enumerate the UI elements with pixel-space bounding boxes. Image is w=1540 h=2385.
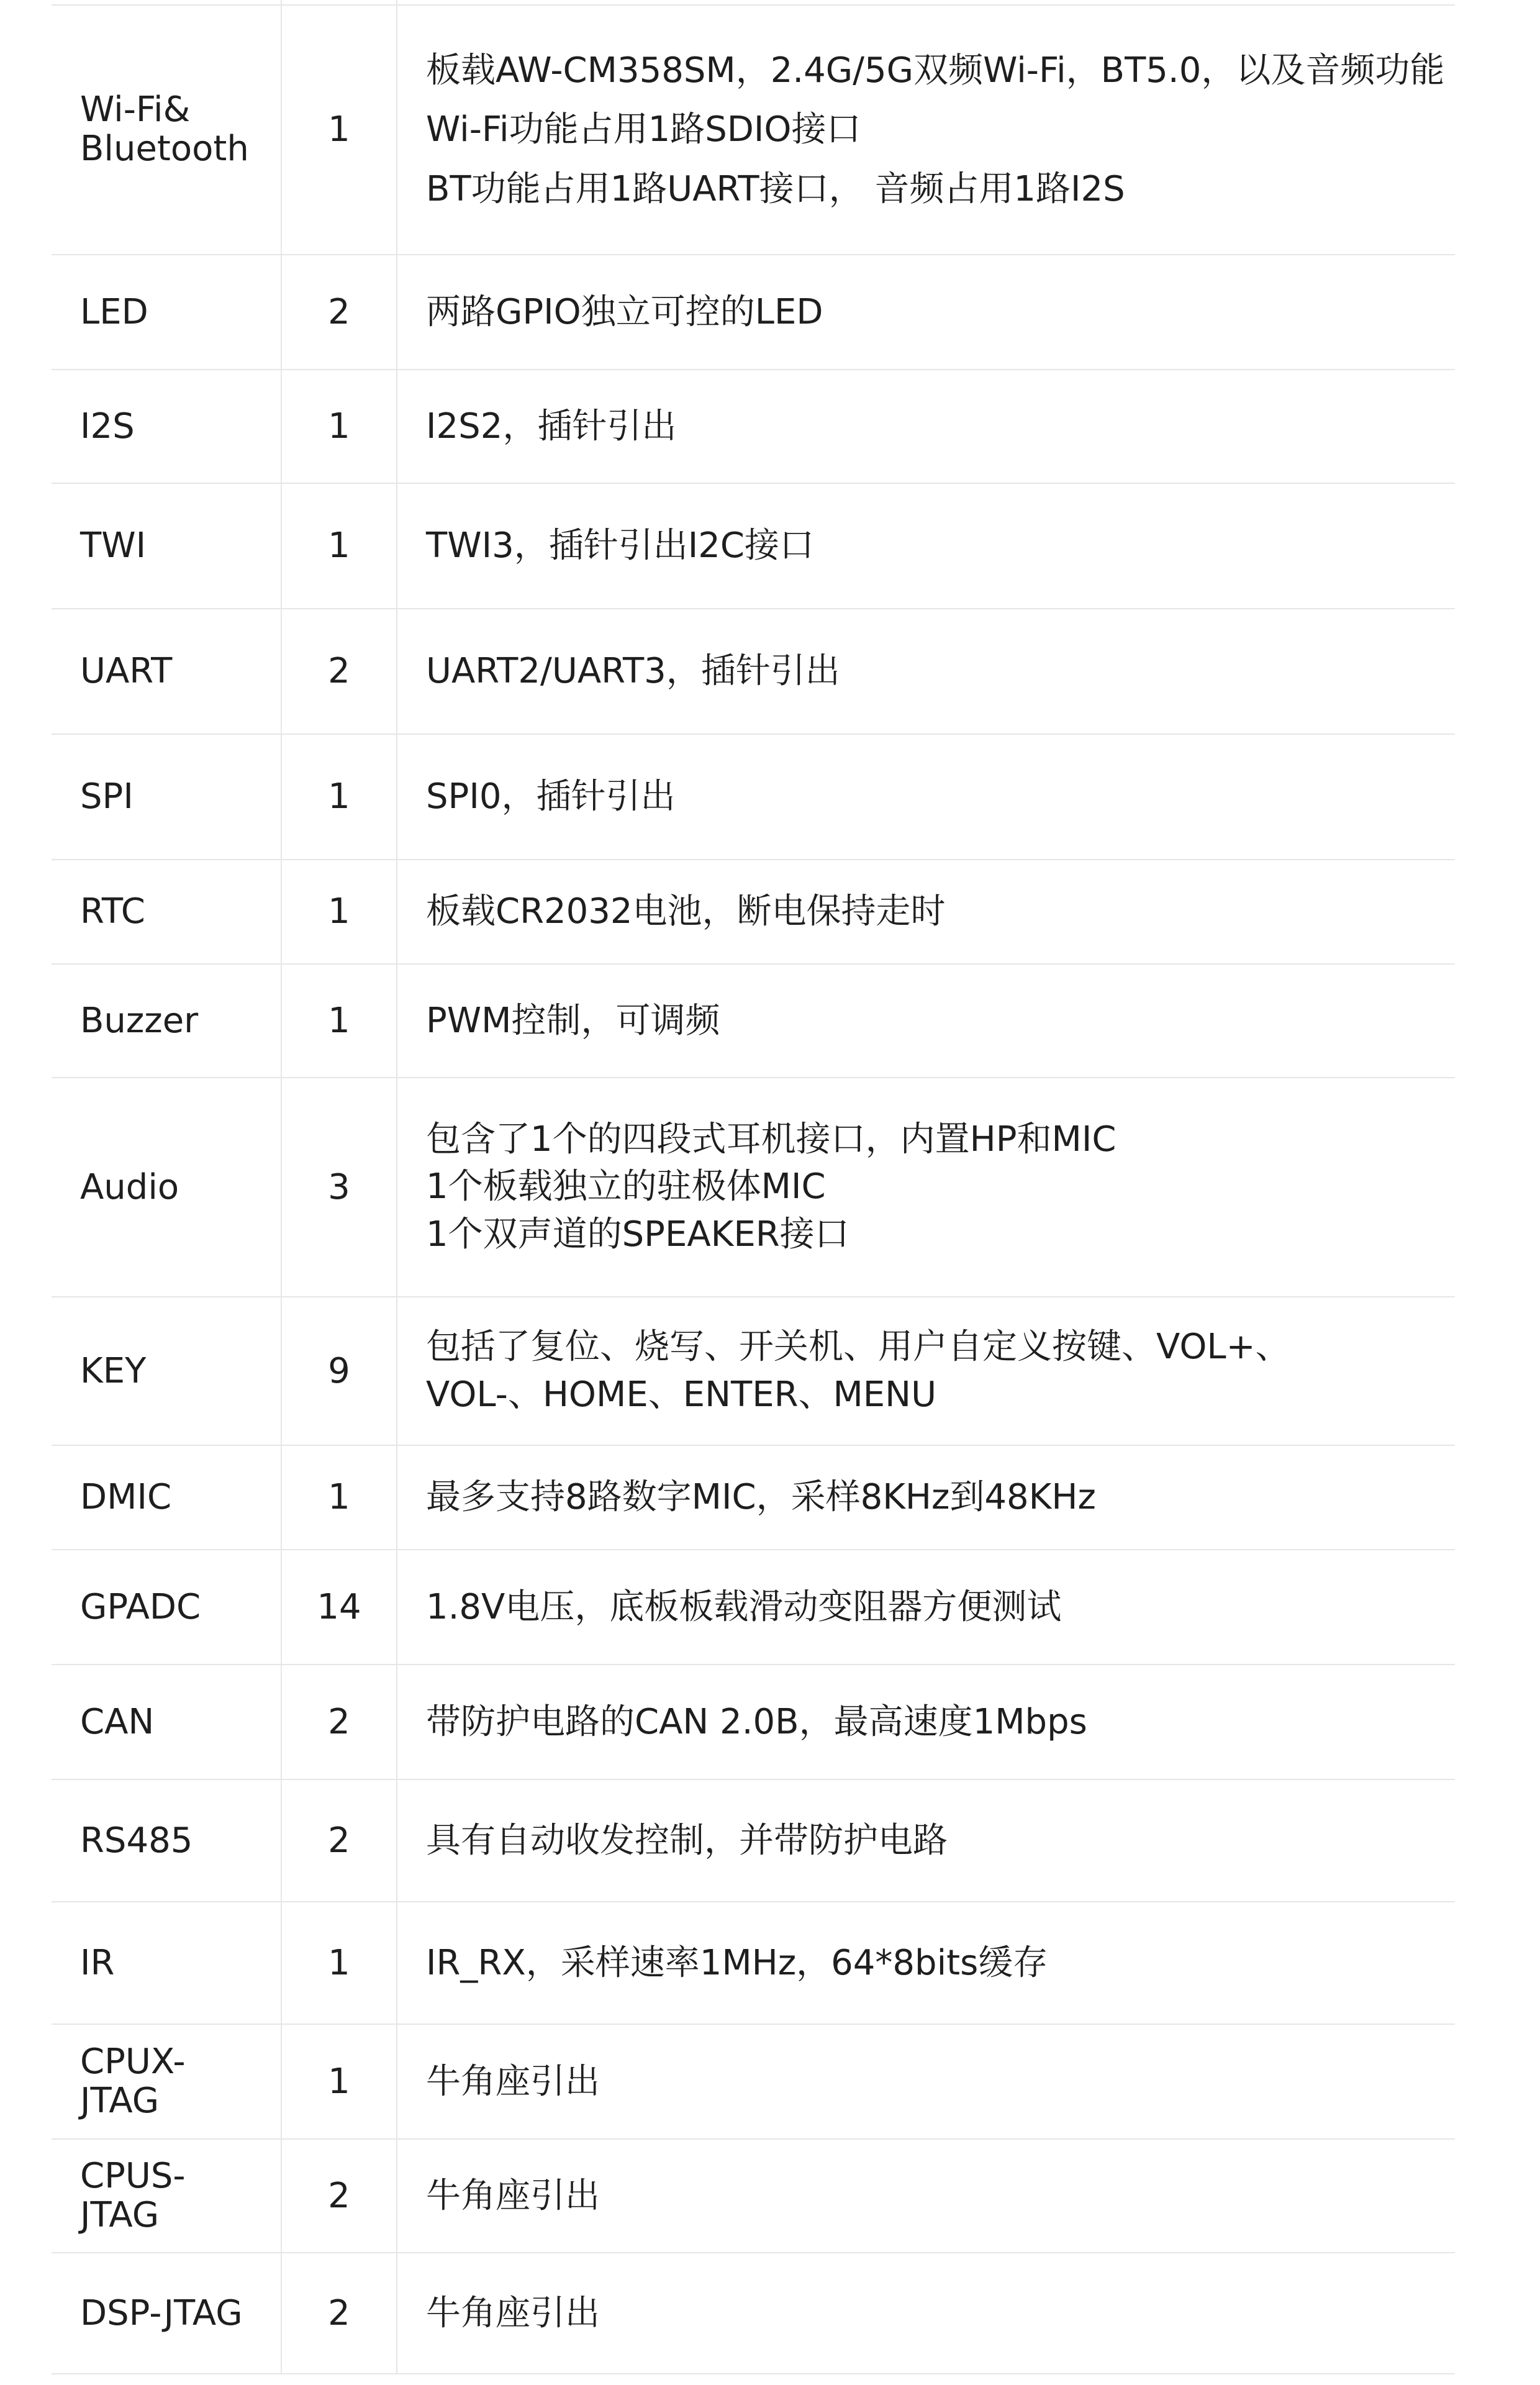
table-row xyxy=(52,5,1455,255)
description-line: PWM控制，可调频 xyxy=(426,1000,720,1041)
description-line: 牛角座引出 xyxy=(426,2175,600,2216)
interface-name-cell xyxy=(52,370,281,483)
interface-name: IR xyxy=(80,1942,115,1983)
quantity-cell xyxy=(281,370,397,483)
table-row xyxy=(52,2139,1455,2253)
quantity-cell xyxy=(281,1445,397,1550)
quantity-cell xyxy=(281,1297,397,1445)
quantity-cell xyxy=(281,860,397,964)
interface-name: LED xyxy=(80,291,148,332)
interface-name-cell xyxy=(52,860,281,964)
quantity-value: 9 xyxy=(328,1350,350,1391)
interface-name-cell xyxy=(52,1550,281,1665)
description-line: 两路GPIO独立可控的LED xyxy=(426,291,823,332)
description-line: 板载AW-CM358SM，2.4G/5G双频Wi-Fi，BT5.0，以及音频功能 xyxy=(426,50,1445,91)
interface-name-cell xyxy=(52,255,281,370)
interface-name: I2S xyxy=(80,406,135,447)
description-line: 牛角座引出 xyxy=(426,2292,600,2333)
quantity-cell xyxy=(281,255,397,370)
interface-name: Wi-Fi& xyxy=(80,89,191,130)
interface-name-cell xyxy=(52,1078,281,1297)
description-line: 具有自动收发控制，并带防护电路 xyxy=(426,1820,948,1861)
quantity-value: 1 xyxy=(328,1942,350,1983)
table-row xyxy=(52,609,1455,734)
interface-name: GPADC xyxy=(80,1586,201,1627)
quantity-value: 2 xyxy=(328,1701,350,1742)
description-cell xyxy=(397,964,1455,1078)
interface-name-cell xyxy=(52,483,281,609)
quantity-value: 1 xyxy=(328,525,350,566)
quantity-value: 2 xyxy=(328,291,350,332)
interface-name-cell xyxy=(52,964,281,1078)
interface-name: CPUX- xyxy=(80,2041,186,2082)
table-row xyxy=(52,1902,1455,2024)
description-line: BT功能占用1路UART接口， 音频占用1路I2S xyxy=(426,168,1125,209)
quantity-value: 1 xyxy=(328,406,350,447)
description-cell xyxy=(397,255,1455,370)
interface-name: TWI xyxy=(80,525,147,566)
table-row xyxy=(52,2024,1455,2139)
quantity-value: 14 xyxy=(317,1586,361,1627)
table-row xyxy=(52,2253,1455,2374)
interface-name-cell xyxy=(52,1445,281,1550)
table-top-edge xyxy=(52,0,1455,5)
quantity-value: 1 xyxy=(328,2061,350,2102)
description-cell xyxy=(397,1550,1455,1665)
interface-name: RS485 xyxy=(80,1820,193,1861)
interface-name-cell xyxy=(52,1665,281,1779)
quantity-cell xyxy=(281,1078,397,1297)
description-cell xyxy=(397,2024,1455,2139)
description-cell xyxy=(397,734,1455,860)
description-line: 最多支持8路数字MIC，采样8KHz到48KHz xyxy=(426,1477,1096,1518)
quantity-cell xyxy=(281,1902,397,2024)
description-line: 1个板载独立的驻极体MIC xyxy=(426,1166,826,1207)
table-row xyxy=(52,1550,1455,1665)
spec-table xyxy=(52,0,1455,2374)
interface-name-cell xyxy=(52,1297,281,1445)
quantity-cell xyxy=(281,483,397,609)
description-cell xyxy=(397,5,1455,255)
description-cell xyxy=(397,860,1455,964)
interface-name-cell xyxy=(52,1779,281,1902)
interface-name-cell xyxy=(52,2253,281,2374)
interface-name: Bluetooth xyxy=(80,129,249,169)
quantity-cell xyxy=(281,1779,397,1902)
quantity-value: 1 xyxy=(328,1477,350,1518)
interface-name: SPI xyxy=(80,776,134,817)
description-line: UART2/UART3，插针引出 xyxy=(426,651,840,692)
description-line: Wi-Fi功能占用1路SDIO接口 xyxy=(426,109,861,150)
quantity-value: 1 xyxy=(328,776,350,817)
quantity-cell xyxy=(281,5,397,255)
interface-name: RTC xyxy=(80,891,145,932)
quantity-value: 3 xyxy=(328,1166,350,1207)
interface-name: Buzzer xyxy=(80,1000,199,1041)
quantity-cell xyxy=(281,2024,397,2139)
description-cell xyxy=(397,2139,1455,2253)
description-cell xyxy=(397,1445,1455,1550)
table-row xyxy=(52,1078,1455,1297)
interface-name: JTAG xyxy=(80,2080,160,2121)
description-line: 牛角座引出 xyxy=(426,2061,600,2102)
quantity-value: 2 xyxy=(328,2292,350,2333)
interface-name: KEY xyxy=(80,1350,147,1391)
interface-name-cell xyxy=(52,5,281,255)
description-line: 包含了1个的四段式耳机接口，内置HP和MIC xyxy=(426,1119,1116,1160)
description-cell xyxy=(397,1665,1455,1779)
description-cell xyxy=(397,1779,1455,1902)
description-cell xyxy=(397,1297,1455,1445)
table-row xyxy=(52,734,1455,860)
interface-name: DMIC xyxy=(80,1477,172,1518)
interface-name-cell xyxy=(52,2139,281,2253)
quantity-cell xyxy=(281,2139,397,2253)
interface-name: CAN xyxy=(80,1701,155,1742)
interface-name-cell xyxy=(52,1902,281,2024)
interface-name-cell xyxy=(52,734,281,860)
description-line: SPI0，插针引出 xyxy=(426,776,676,817)
description-line: 板载CR2032电池，断电保持走时 xyxy=(426,891,946,932)
quantity-cell xyxy=(281,1665,397,1779)
interface-name-cell xyxy=(52,2024,281,2139)
description-cell xyxy=(397,609,1455,734)
quantity-cell xyxy=(281,964,397,1078)
description-cell xyxy=(397,370,1455,483)
description-line: VOL-、HOME、ENTER、MENU xyxy=(426,1374,937,1415)
table-row xyxy=(52,370,1455,483)
interface-name: CPUS- xyxy=(80,2155,186,2196)
table-row xyxy=(52,860,1455,964)
table-row xyxy=(52,1665,1455,1779)
description-cell xyxy=(397,1902,1455,2024)
table-row xyxy=(52,255,1455,370)
quantity-value: 1 xyxy=(328,1000,350,1041)
interface-name: Audio xyxy=(80,1166,179,1207)
quantity-value: 1 xyxy=(328,109,350,150)
table-row xyxy=(52,483,1455,609)
quantity-value: 2 xyxy=(328,2175,350,2216)
quantity-cell xyxy=(281,2253,397,2374)
quantity-cell xyxy=(281,734,397,860)
table-row xyxy=(52,964,1455,1078)
description-line: IR_RX，采样速率1MHz，64*8bits缓存 xyxy=(426,1942,1048,1983)
interface-name: DSP-JTAG xyxy=(80,2292,243,2333)
description-line: 1个双声道的SPEAKER接口 xyxy=(426,1214,849,1255)
description-cell xyxy=(397,1078,1455,1297)
table-row xyxy=(52,1779,1455,1902)
table-row xyxy=(52,1445,1455,1550)
quantity-value: 2 xyxy=(328,1820,350,1861)
quantity-value: 2 xyxy=(328,651,350,692)
description-cell xyxy=(397,2253,1455,2374)
table-row xyxy=(52,1297,1455,1445)
description-cell xyxy=(397,483,1455,609)
description-line: 包括了复位、烧写、开关机、用户自定义按键、VOL+、 xyxy=(426,1327,1290,1368)
interface-name: UART xyxy=(80,651,173,692)
description-line: 带防护电路的CAN 2.0B，最高速度1Mbps xyxy=(426,1701,1087,1742)
interface-name: JTAG xyxy=(80,2194,160,2235)
description-line: 1.8V电压，底板板载滑动变阻器方便测试 xyxy=(426,1586,1062,1627)
description-line: TWI3，插针引出I2C接口 xyxy=(426,525,814,566)
quantity-value: 1 xyxy=(328,891,350,932)
interface-name-cell xyxy=(52,609,281,734)
quantity-cell xyxy=(281,609,397,734)
description-line: I2S2，插针引出 xyxy=(426,406,677,447)
quantity-cell xyxy=(281,1550,397,1665)
